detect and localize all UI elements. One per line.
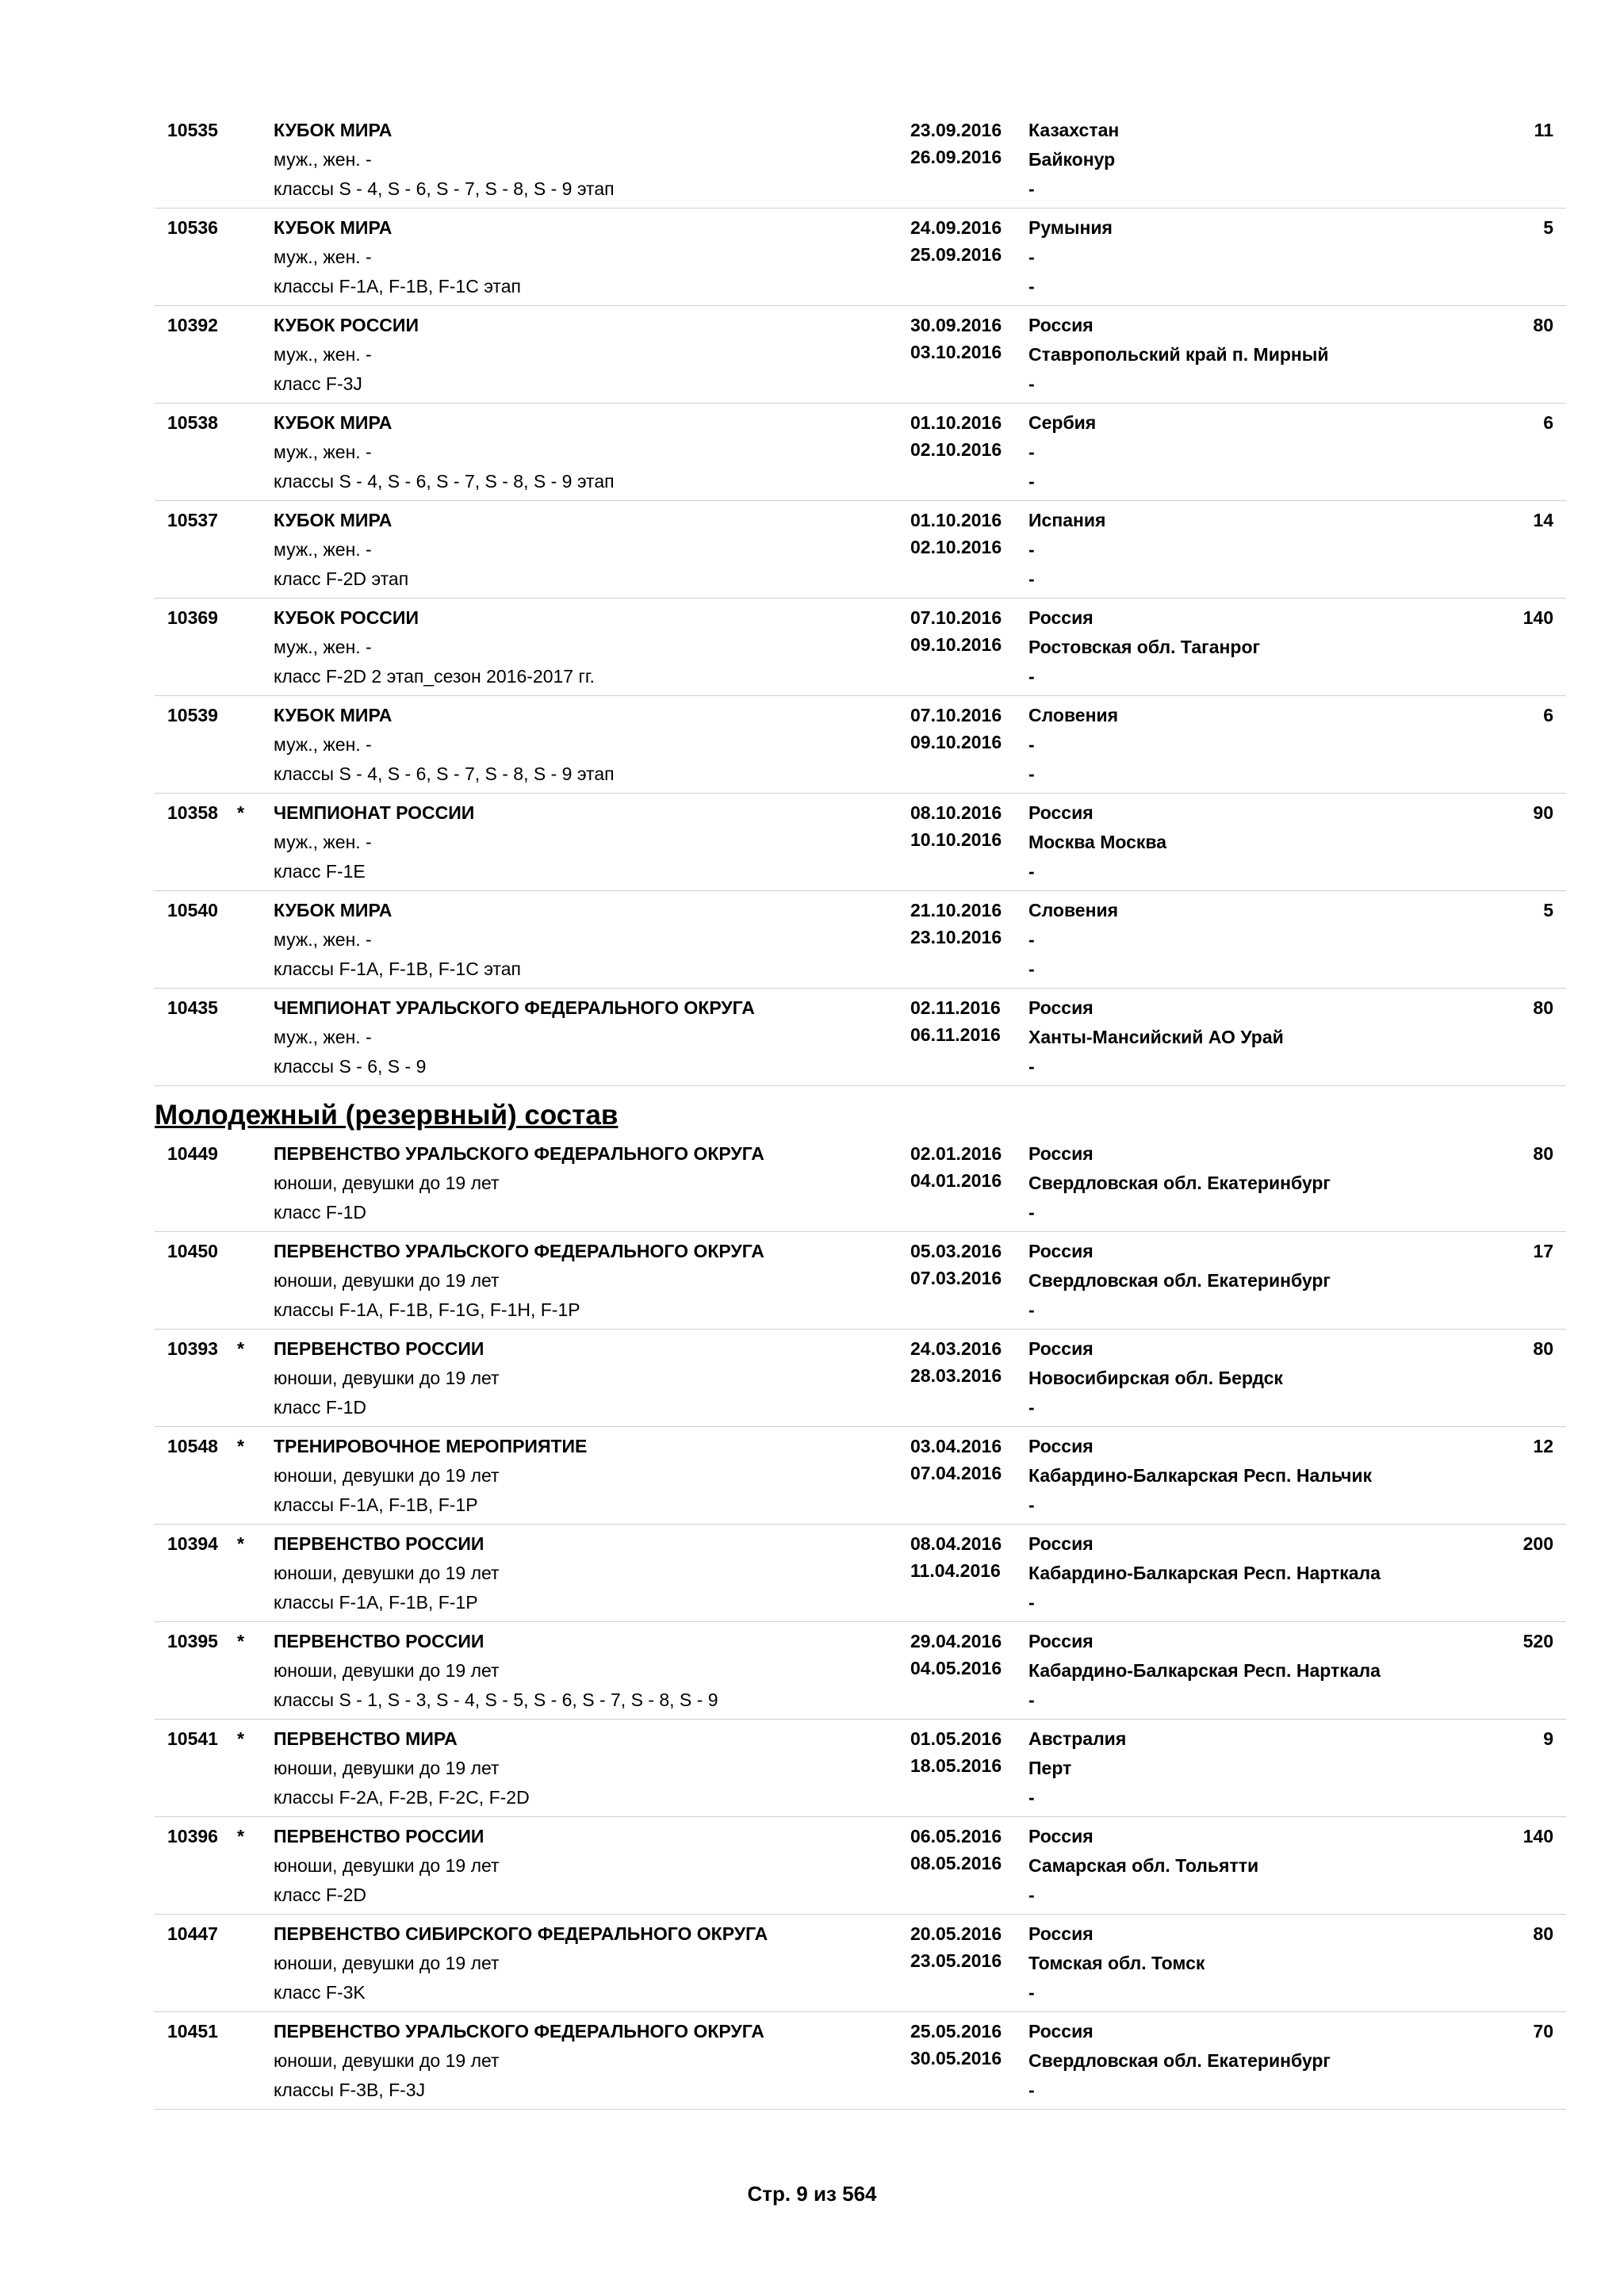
event-classes: класс F-3J xyxy=(274,373,362,394)
event-participants: юноши, девушки до 19 лет xyxy=(274,1953,500,1973)
event-location: Москва Москва xyxy=(1028,832,1167,852)
event-date-end: 26.09.2016 xyxy=(910,147,1002,167)
event-classes: класс F-3K xyxy=(274,1982,366,2003)
priority-star: * xyxy=(237,1631,244,1651)
event-title: ПЕРВЕНСТВО СИБИРСКОГО ФЕДЕРАЛЬНОГО ОКРУГА xyxy=(274,1923,768,1944)
event-participants: юноши, девушки до 19 лет xyxy=(274,2050,500,2071)
event-participants: муж., жен. - xyxy=(274,344,372,365)
event-title: КУБОК МИРА xyxy=(274,510,393,530)
event-id: 10392 xyxy=(167,315,218,335)
event-country: Россия xyxy=(1028,1631,1094,1651)
event-participants: муж., жен. - xyxy=(274,149,372,170)
event-date-start: 01.05.2016 xyxy=(910,1728,1002,1749)
event-title: КУБОК РОССИИ xyxy=(274,315,419,335)
event-title: ПЕРВЕНСТВО МИРА xyxy=(274,1728,458,1749)
event-id: 10449 xyxy=(167,1143,218,1164)
event-country: Россия xyxy=(1028,2021,1094,2042)
participant-count: 140 xyxy=(1522,1826,1553,1846)
event-location-dash: - xyxy=(1028,666,1035,687)
event-title: ПЕРВЕНСТВО РОССИИ xyxy=(274,1338,485,1359)
event-location-dash: - xyxy=(1028,1689,1035,1710)
event-location: Ростовская обл. Таганрог xyxy=(1028,637,1261,657)
event-location-dash: - xyxy=(1028,471,1035,492)
event-location: Томская обл. Томск xyxy=(1028,1953,1205,1973)
event-date-start: 03.04.2016 xyxy=(910,1436,1002,1456)
event-row xyxy=(155,1817,1566,1915)
event-title: ТРЕНИРОВОЧНОЕ МЕРОПРИЯТИЕ xyxy=(274,1436,588,1456)
event-location: Перт xyxy=(1028,1758,1072,1778)
event-date-end: 04.05.2016 xyxy=(910,1658,1002,1678)
event-location: - xyxy=(1028,442,1035,462)
event-location: - xyxy=(1028,247,1035,267)
event-location: Ставропольский край п. Мирный xyxy=(1028,344,1329,365)
event-participants: муж., жен. - xyxy=(274,1027,372,1047)
event-row xyxy=(155,1135,1566,1232)
event-date-end: 09.10.2016 xyxy=(910,732,1002,752)
participant-count: 70 xyxy=(1533,2021,1553,2042)
participant-count: 520 xyxy=(1522,1631,1553,1651)
event-title: КУБОК МИРА xyxy=(274,705,393,725)
event-classes: классы F-2A, F-2B, F-2C, F-2D xyxy=(274,1787,530,1808)
event-location: Свердловская обл. Екатеринбург xyxy=(1028,1173,1331,1193)
event-classes: классы S - 6, S - 9 xyxy=(274,1056,427,1077)
event-location-dash: - xyxy=(1028,1397,1035,1418)
event-location-dash: - xyxy=(1028,1299,1035,1320)
priority-star: * xyxy=(237,1826,244,1846)
event-participants: юноши, девушки до 19 лет xyxy=(274,1368,500,1388)
event-classes: классы S - 4, S - 6, S - 7, S - 8, S - 9 этап xyxy=(274,178,615,199)
event-row xyxy=(155,1720,1566,1817)
event-date-end: 04.01.2016 xyxy=(910,1170,1002,1191)
page-number: Стр. 9 из 564 xyxy=(747,2182,877,2206)
event-date-end: 30.05.2016 xyxy=(910,2048,1002,2068)
event-date-end: 02.10.2016 xyxy=(910,537,1002,557)
event-row xyxy=(155,111,1566,209)
event-participants: муж., жен. - xyxy=(274,539,372,560)
section-heading: Молодежный (резервный) состав xyxy=(155,1100,619,1131)
priority-star: * xyxy=(237,802,244,823)
event-location-dash: - xyxy=(1028,1982,1035,2003)
event-date-end: 08.05.2016 xyxy=(910,1853,1002,1873)
event-title: ПЕРВЕНСТВО РОССИИ xyxy=(274,1533,485,1554)
event-title: КУБОК МИРА xyxy=(274,900,393,920)
event-country: Казахстан xyxy=(1028,120,1120,140)
event-location-dash: - xyxy=(1028,568,1035,589)
event-id: 10539 xyxy=(167,705,218,725)
event-date-end: 18.05.2016 xyxy=(910,1755,1002,1776)
event-date-start: 29.04.2016 xyxy=(910,1631,1002,1651)
event-date-start: 01.10.2016 xyxy=(910,510,1002,530)
event-id: 10369 xyxy=(167,607,218,628)
event-location: - xyxy=(1028,929,1035,950)
event-row xyxy=(155,1525,1566,1622)
event-date-end: 07.03.2016 xyxy=(910,1268,1002,1288)
event-id: 10537 xyxy=(167,510,218,530)
event-classes: класс F-1E xyxy=(274,861,366,882)
event-date-end: 02.10.2016 xyxy=(910,439,1002,460)
event-country: Россия xyxy=(1028,1338,1094,1359)
event-location-dash: - xyxy=(1028,1494,1035,1515)
event-location: Байконур xyxy=(1028,149,1116,170)
event-row xyxy=(155,404,1566,501)
event-row xyxy=(155,209,1566,306)
event-row xyxy=(155,794,1566,891)
event-date-start: 02.11.2016 xyxy=(910,997,1001,1018)
event-participants: муж., жен. - xyxy=(274,832,372,852)
event-title: ПЕРВЕНСТВО УРАЛЬСКОГО ФЕДЕРАЛЬНОГО ОКРУГА xyxy=(274,1143,764,1164)
event-id: 10538 xyxy=(167,412,218,433)
event-row xyxy=(155,599,1566,696)
event-country: Россия xyxy=(1028,1826,1094,1846)
event-participants: юноши, девушки до 19 лет xyxy=(274,1173,500,1193)
event-location-dash: - xyxy=(1028,1787,1035,1808)
event-title: ПЕРВЕНСТВО УРАЛЬСКОГО ФЕДЕРАЛЬНОГО ОКРУГА xyxy=(274,1241,764,1261)
event-date-end: 11.04.2016 xyxy=(910,1560,1001,1581)
event-location-dash: - xyxy=(1028,373,1035,394)
event-location: - xyxy=(1028,539,1035,560)
event-id: 10536 xyxy=(167,217,218,238)
event-title: ЧЕМПИОНАТ УРАЛЬСКОГО ФЕДЕРАЛЬНОГО ОКРУГА xyxy=(274,997,755,1018)
event-location-dash: - xyxy=(1028,1592,1035,1613)
participant-count: 6 xyxy=(1543,705,1553,725)
participant-count: 200 xyxy=(1522,1533,1553,1554)
event-classes: класс F-1D xyxy=(274,1202,367,1223)
priority-star: * xyxy=(237,1728,244,1749)
event-id: 10540 xyxy=(167,900,218,920)
event-country: Россия xyxy=(1028,802,1094,823)
event-id: 10393 xyxy=(167,1338,218,1359)
event-location: Кабардино-Балкарская Респ. Нарткала xyxy=(1028,1563,1381,1583)
event-date-end: 23.10.2016 xyxy=(910,927,1002,947)
event-country: Россия xyxy=(1028,607,1094,628)
event-id: 10358 xyxy=(167,802,218,823)
event-date-start: 07.10.2016 xyxy=(910,607,1002,628)
event-participants: юноши, девушки до 19 лет xyxy=(274,1465,500,1486)
event-location-dash: - xyxy=(1028,763,1035,784)
event-classes: классы F-1A, F-1B, F-1P xyxy=(274,1494,478,1515)
event-row xyxy=(155,989,1566,1086)
event-country: Россия xyxy=(1028,1143,1094,1164)
event-country: Россия xyxy=(1028,997,1094,1018)
event-classes: классы S - 4, S - 6, S - 7, S - 8, S - 9 этап xyxy=(274,471,615,492)
participant-count: 17 xyxy=(1533,1241,1553,1261)
event-location: Свердловская обл. Екатеринбург xyxy=(1028,2050,1331,2071)
event-country: Сербия xyxy=(1028,412,1097,433)
event-date-start: 25.05.2016 xyxy=(910,2021,1002,2042)
event-date-end: 09.10.2016 xyxy=(910,634,1002,655)
participant-count: 6 xyxy=(1543,412,1553,433)
participant-count: 140 xyxy=(1522,607,1553,628)
event-participants: муж., жен. - xyxy=(274,734,372,755)
event-id: 10451 xyxy=(167,2021,218,2042)
event-row xyxy=(155,501,1566,599)
event-date-start: 21.10.2016 xyxy=(910,900,1002,920)
event-participants: муж., жен. - xyxy=(274,442,372,462)
event-id: 10395 xyxy=(167,1631,218,1651)
event-location-dash: - xyxy=(1028,1056,1035,1077)
event-classes: класс F-1D xyxy=(274,1397,367,1418)
event-title: КУБОК МИРА xyxy=(274,120,393,140)
event-date-start: 30.09.2016 xyxy=(910,315,1002,335)
event-participants: юноши, девушки до 19 лет xyxy=(274,1563,500,1583)
event-country: Словения xyxy=(1028,705,1119,725)
event-id: 10541 xyxy=(167,1728,218,1749)
event-title: ПЕРВЕНСТВО УРАЛЬСКОГО ФЕДЕРАЛЬНОГО ОКРУГА xyxy=(274,2021,764,2042)
participant-count: 9 xyxy=(1543,1728,1553,1749)
event-date-start: 06.05.2016 xyxy=(910,1826,1002,1846)
event-date-end: 10.10.2016 xyxy=(910,829,1002,850)
event-classes: классы F-1A, F-1B, F-1P xyxy=(274,1592,478,1613)
event-id: 10394 xyxy=(167,1533,218,1554)
event-id: 10450 xyxy=(167,1241,218,1261)
event-classes: классы F-1A, F-1B, F-1C этап xyxy=(274,276,521,297)
participant-count: 80 xyxy=(1533,997,1553,1018)
events-section-youth xyxy=(155,1096,1566,2110)
event-location-dash: - xyxy=(1028,276,1035,297)
event-classes: классы F-1A, F-1B, F-1G, F-1H, F-1P xyxy=(274,1299,580,1320)
event-date-start: 08.10.2016 xyxy=(910,802,1002,823)
event-classes: классы S - 1, S - 3, S - 4, S - 5, S - 6, S - 7, S - 8, S - 9 xyxy=(274,1689,718,1710)
priority-star: * xyxy=(237,1338,244,1359)
event-participants: юноши, девушки до 19 лет xyxy=(274,1758,500,1778)
event-classes: класс F-2D этап xyxy=(274,568,409,589)
event-location-dash: - xyxy=(1028,1202,1035,1223)
event-row xyxy=(155,1622,1566,1720)
event-id: 10396 xyxy=(167,1826,218,1846)
event-date-start: 05.03.2016 xyxy=(910,1241,1002,1261)
event-row xyxy=(155,1330,1566,1427)
event-date-end: 28.03.2016 xyxy=(910,1365,1002,1386)
event-date-end: 06.11.2016 xyxy=(910,1024,1001,1045)
event-country: Румыния xyxy=(1028,217,1113,238)
event-title: ЧЕМПИОНАТ РОССИИ xyxy=(274,802,475,823)
event-id: 10447 xyxy=(167,1923,218,1944)
event-classes: класс F-2D 2 этап_сезон 2016-2017 гг. xyxy=(274,666,595,687)
event-row xyxy=(155,1915,1566,2012)
event-participants: муж., жен. - xyxy=(274,929,372,950)
event-date-start: 07.10.2016 xyxy=(910,705,1002,725)
event-location: Новосибирская обл. Бердск xyxy=(1028,1368,1283,1388)
event-classes: классы S - 4, S - 6, S - 7, S - 8, S - 9 этап xyxy=(274,763,615,784)
participant-count: 80 xyxy=(1533,1923,1553,1944)
event-row xyxy=(155,2012,1566,2110)
event-date-start: 08.04.2016 xyxy=(910,1533,1002,1554)
event-participants: муж., жен. - xyxy=(274,247,372,267)
participant-count: 12 xyxy=(1533,1436,1553,1456)
event-location: Кабардино-Балкарская Респ. Нальчик xyxy=(1028,1465,1372,1486)
event-title: КУБОК МИРА xyxy=(274,217,393,238)
event-country: Россия xyxy=(1028,1241,1094,1261)
event-location-dash: - xyxy=(1028,861,1035,882)
event-location: Ханты-Мансийский АО Урай xyxy=(1028,1027,1284,1047)
event-date-end: 07.04.2016 xyxy=(910,1463,1002,1483)
event-classes: класс F-2D xyxy=(274,1885,367,1905)
event-date-end: 25.09.2016 xyxy=(910,244,1002,265)
event-location-dash: - xyxy=(1028,2080,1035,2100)
event-participants: юноши, девушки до 19 лет xyxy=(274,1855,500,1876)
participant-count: 80 xyxy=(1533,1143,1553,1164)
event-date-start: 02.01.2016 xyxy=(910,1143,1002,1164)
participant-count: 14 xyxy=(1533,510,1553,530)
participant-count: 80 xyxy=(1533,315,1553,335)
event-classes: классы F-3B, F-3J xyxy=(274,2080,426,2100)
participant-count: 80 xyxy=(1533,1338,1553,1359)
event-country: Россия xyxy=(1028,315,1094,335)
event-row xyxy=(155,1427,1566,1525)
participant-count: 5 xyxy=(1543,900,1553,920)
event-title: ПЕРВЕНСТВО РОССИИ xyxy=(274,1631,485,1651)
event-title: ПЕРВЕНСТВО РОССИИ xyxy=(274,1826,485,1846)
event-location: Свердловская обл. Екатеринбург xyxy=(1028,1270,1331,1291)
event-classes: классы F-1A, F-1B, F-1C этап xyxy=(274,959,521,979)
event-country: Испания xyxy=(1028,510,1106,530)
event-row xyxy=(155,1232,1566,1330)
event-row xyxy=(155,306,1566,404)
event-location: - xyxy=(1028,734,1035,755)
participant-count: 90 xyxy=(1533,802,1553,823)
event-row xyxy=(155,891,1566,989)
event-country: Словения xyxy=(1028,900,1119,920)
event-location: Кабардино-Балкарская Респ. Нарткала xyxy=(1028,1660,1381,1681)
event-date-start: 01.10.2016 xyxy=(910,412,1002,433)
events-section-main xyxy=(155,111,1566,1086)
event-title: КУБОК МИРА xyxy=(274,412,393,433)
event-id: 10548 xyxy=(167,1436,218,1456)
event-country: Россия xyxy=(1028,1533,1094,1554)
event-date-end: 03.10.2016 xyxy=(910,342,1002,362)
event-participants: юноши, девушки до 19 лет xyxy=(274,1270,500,1291)
priority-star: * xyxy=(237,1436,244,1456)
event-country: Австралия xyxy=(1028,1728,1127,1749)
event-date-start: 24.09.2016 xyxy=(910,217,1002,238)
event-row xyxy=(155,696,1566,794)
event-location-dash: - xyxy=(1028,178,1035,199)
event-location-dash: - xyxy=(1028,1885,1035,1905)
event-date-end: 23.05.2016 xyxy=(910,1950,1002,1971)
event-location-dash: - xyxy=(1028,959,1035,979)
event-title: КУБОК РОССИИ xyxy=(274,607,419,628)
event-country: Россия xyxy=(1028,1436,1094,1456)
event-participants: юноши, девушки до 19 лет xyxy=(274,1660,500,1681)
event-date-start: 24.03.2016 xyxy=(910,1338,1002,1359)
participant-count: 11 xyxy=(1534,120,1553,140)
participant-count: 5 xyxy=(1543,217,1553,238)
event-date-start: 23.09.2016 xyxy=(910,120,1002,140)
event-location: Самарская обл. Тольятти xyxy=(1028,1855,1259,1876)
event-participants: муж., жен. - xyxy=(274,637,372,657)
event-country: Россия xyxy=(1028,1923,1094,1944)
event-id: 10535 xyxy=(167,120,218,140)
event-date-start: 20.05.2016 xyxy=(910,1923,1002,1944)
event-id: 10435 xyxy=(167,997,218,1018)
priority-star: * xyxy=(237,1533,244,1554)
